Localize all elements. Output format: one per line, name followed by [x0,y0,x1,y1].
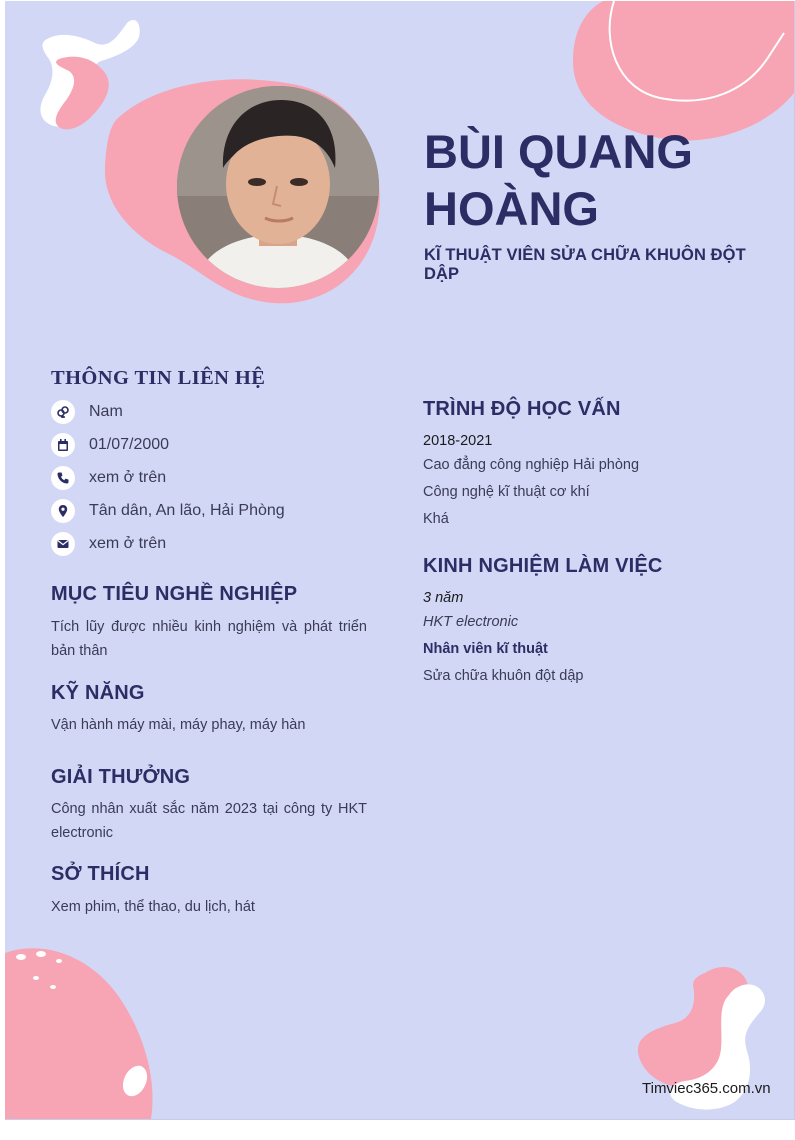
awards-heading: GIẢI THƯỞNG [51,766,191,788]
bottom-left-dot [56,959,62,963]
skills-text: Vận hành máy mài, máy phay, máy hàn [51,717,306,733]
awards-text: Công nhân xuất sắc năm 2023 tại công ty HKT electronic [51,801,367,841]
contact-phone-value: xem ở trên [89,469,167,486]
experience-company: HKT electronic [423,614,519,630]
location-pin-icon [51,499,75,523]
contact-heading: THÔNG TIN LIÊN HỆ [51,367,266,389]
skills-heading: KỸ NĂNG [51,682,145,704]
contact-item-address [51,498,285,524]
education-major: Công nghệ kĩ thuật cơ khí [423,484,590,500]
hobbies-heading: SỞ THÍCH [51,863,150,885]
experience-heading: KINH NGHIỆM LÀM VIỆC [423,555,663,577]
hobbies-text: Xem phim, thể thao, du lịch, hát [51,899,255,915]
contact-item-birthday [51,432,169,458]
contact-address-value: Tân dân, An lão, Hải Phòng [89,502,285,519]
objective-text: Tích lũy được nhiều kinh nghiệm và phát triển bản thân [51,619,367,659]
experience-description: Sửa chữa khuôn đột dập [423,668,584,684]
education-period: 2018-2021 [423,433,493,449]
contact-gender-value: Nam [89,403,123,420]
contact-item-gender [51,399,123,425]
contact-birthday-value: 01/07/2000 [89,436,170,453]
experience-duration: 3 năm [423,590,464,606]
mail-icon [51,532,75,556]
contact-email-value: xem ở trên [89,535,167,552]
phone-icon [51,466,75,490]
candidate-name: BÙI QUANG HOÀNG [424,125,693,235]
bottom-left-dot [33,976,39,980]
bottom-left-dot [36,951,46,957]
cv-page [5,1,795,1120]
contact-item-phone [51,465,166,491]
education-heading: TRÌNH ĐỘ HỌC VẤN [423,398,621,420]
top-right-blob [573,1,794,141]
bottom-left-dot [16,954,26,960]
education-school: Cao đẳng công nghiệp Hải phòng [423,457,640,473]
gender-icon [51,400,75,424]
footer-brand: Timviec365.com.vn [642,1080,771,1097]
experience-position: Nhân viên kĩ thuật [423,641,548,657]
calendar-icon [51,433,75,457]
avatar [177,86,379,288]
contact-item-email [51,531,166,557]
profile-photo [177,86,379,288]
bottom-left-dot [50,985,56,989]
job-title: KĨ THUẬT VIÊN SỬA CHỮA KHUÔN ĐỘT DẬP [424,246,746,283]
education-grade: Khá [423,511,449,527]
objective-heading: MỤC TIÊU NGHỀ NGHIỆP [51,583,298,605]
